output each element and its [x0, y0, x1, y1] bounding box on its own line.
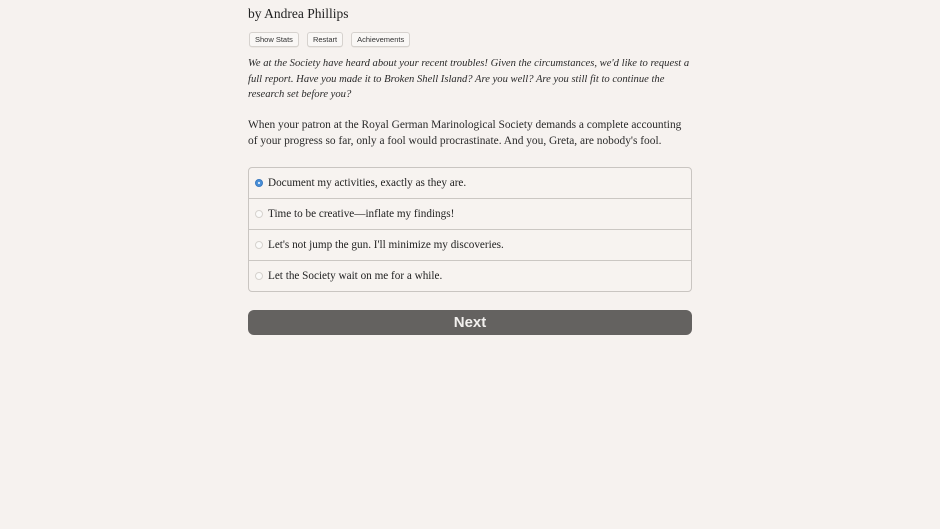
choice-list [248, 167, 692, 292]
narration-text: When your patron at the Royal German Marinological Society demands a complete accounting of your progress so far, only a fool would procrastinate. And you, Greta, are nobody's fool. [248, 119, 682, 147]
society-letter-text: We at the Society have heard about your recent troubles! Given the circumstances, we'd like to request a full report. Have you made it to Broken Shell Island? Are you well? Are you still fit to continue the research set before you? [248, 58, 690, 101]
choice-document-activities[interactable] [249, 168, 691, 198]
choice-label: Let the Society wait on me for a while. [268, 270, 443, 282]
radio-selected-icon[interactable] [255, 179, 263, 187]
radio-unselected-icon[interactable] [255, 272, 263, 280]
show-stats-button[interactable]: Show Stats [249, 32, 299, 47]
radio-unselected-icon[interactable] [255, 210, 263, 218]
choice-label: Time to be creative—inflate my findings! [268, 208, 455, 220]
next-button[interactable]: Next [248, 310, 692, 335]
choice-label: Document my activities, exactly as they are. [268, 177, 467, 189]
choice-minimize-discoveries[interactable] [249, 229, 691, 260]
choice-society-wait[interactable] [249, 260, 691, 291]
choice-label: Let's not jump the gun. I'll minimize my discoveries. [268, 239, 504, 251]
radio-unselected-icon[interactable] [255, 241, 263, 249]
game-toolbar [249, 32, 410, 47]
author-byline: by Andrea Phillips [248, 6, 349, 21]
achievements-button[interactable]: Achievements [351, 32, 410, 47]
choice-inflate-findings[interactable] [249, 198, 691, 229]
restart-button[interactable]: Restart [307, 32, 343, 47]
